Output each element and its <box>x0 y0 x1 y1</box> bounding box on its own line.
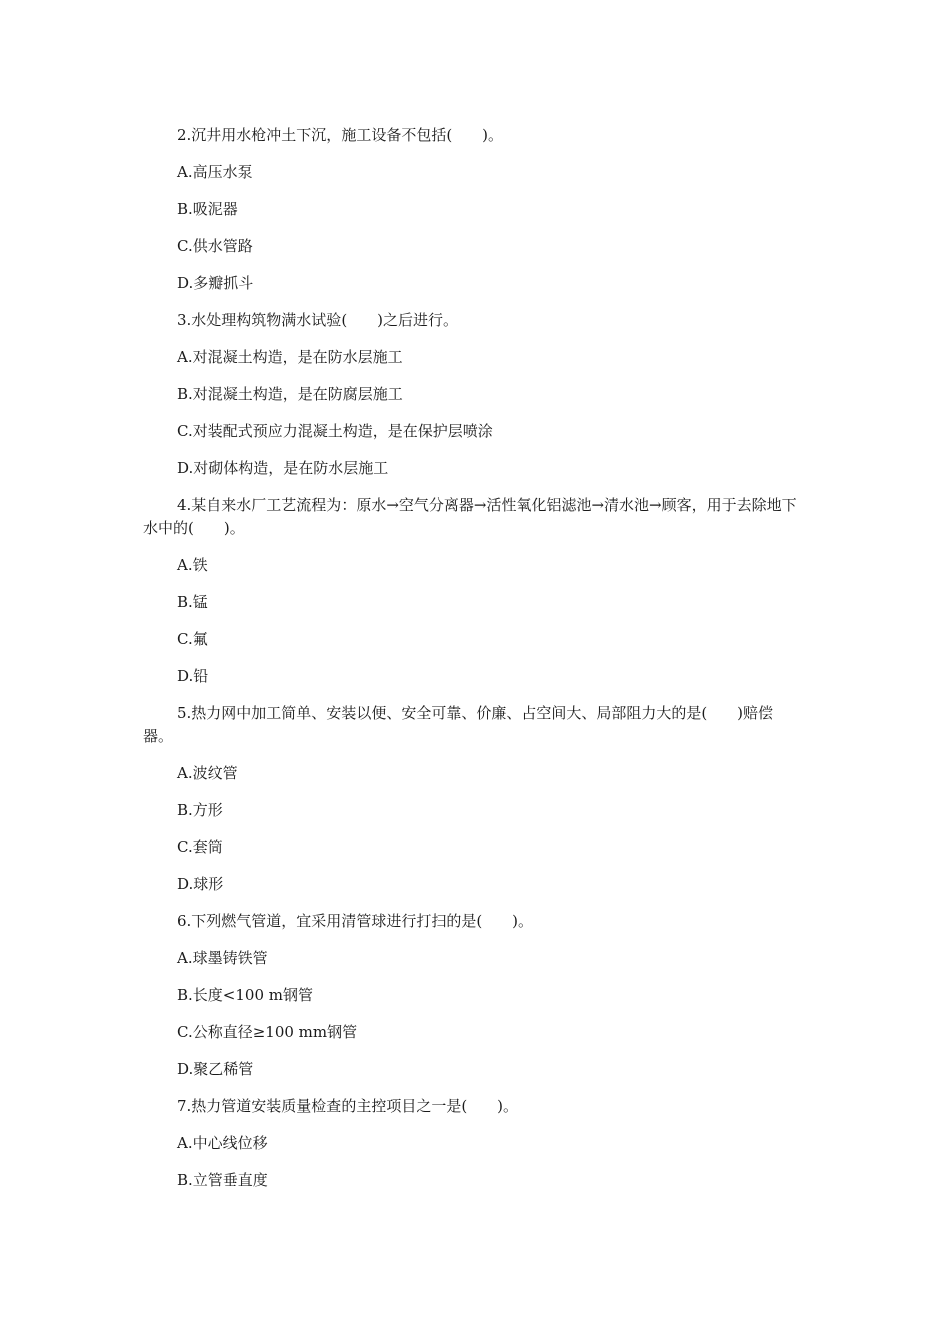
answer-option: A.中心线位移 <box>177 1134 268 1152</box>
question-block <box>143 702 803 896</box>
answer-option: C.供水管路 <box>177 237 253 255</box>
answer-option: A.高压水泵 <box>177 163 253 181</box>
question-block <box>143 910 803 1081</box>
document-body <box>143 124 803 1206</box>
answer-option: A.铁 <box>177 556 208 574</box>
question-block <box>143 494 803 688</box>
answer-option: D.球形 <box>177 875 224 893</box>
answer-option: B.长度<100 m钢管 <box>177 986 313 1004</box>
answer-option: C.对装配式预应力混凝土构造，是在保护层喷涂 <box>177 422 493 440</box>
answer-option: B.吸泥器 <box>177 200 238 218</box>
answer-option: B.对混凝土构造，是在防腐层施工 <box>177 385 403 403</box>
question-block <box>143 1095 803 1192</box>
answer-option: C.氟 <box>177 630 208 648</box>
answer-option: A.波纹管 <box>177 764 238 782</box>
answer-option: C.公称直径≥100 mm钢管 <box>177 1023 358 1041</box>
question-block <box>143 124 803 295</box>
question-stem: 4.某自来水厂工艺流程为：原水→空气分离器→活性氧化铝滤池→清水池→顾客，用于去除地下水中的( )。 <box>143 496 797 537</box>
question-stem: 6.下列燃气管道，宜采用清管球进行打扫的是( )。 <box>177 912 534 930</box>
question-stem: 5.热力网中加工简单、安装以便、安全可靠、价廉、占空间大、局部阻力大的是( )赔偿器。 <box>143 704 774 745</box>
answer-option: A.对混凝土构造，是在防水层施工 <box>177 348 403 366</box>
answer-option: A.球墨铸铁管 <box>177 949 268 967</box>
answer-option: D.聚乙稀管 <box>177 1060 254 1078</box>
answer-option: C.套筒 <box>177 838 223 856</box>
question-block <box>143 309 803 480</box>
answer-option: D.多瓣抓斗 <box>177 274 254 292</box>
question-stem: 2.沉井用水枪冲土下沉，施工设备不包括( )。 <box>177 126 504 144</box>
question-stem: 7.热力管道安装质量检查的主控项目之一是( )。 <box>177 1097 519 1115</box>
answer-option: B.立管垂直度 <box>177 1171 268 1189</box>
question-stem: 3.水处理构筑物满水试验( )之后进行。 <box>177 311 459 329</box>
answer-option: D.对砌体构造，是在防水层施工 <box>177 459 389 477</box>
answer-option: B.方形 <box>177 801 223 819</box>
answer-option: B.锰 <box>177 593 208 611</box>
answer-option: D.铅 <box>177 667 209 685</box>
